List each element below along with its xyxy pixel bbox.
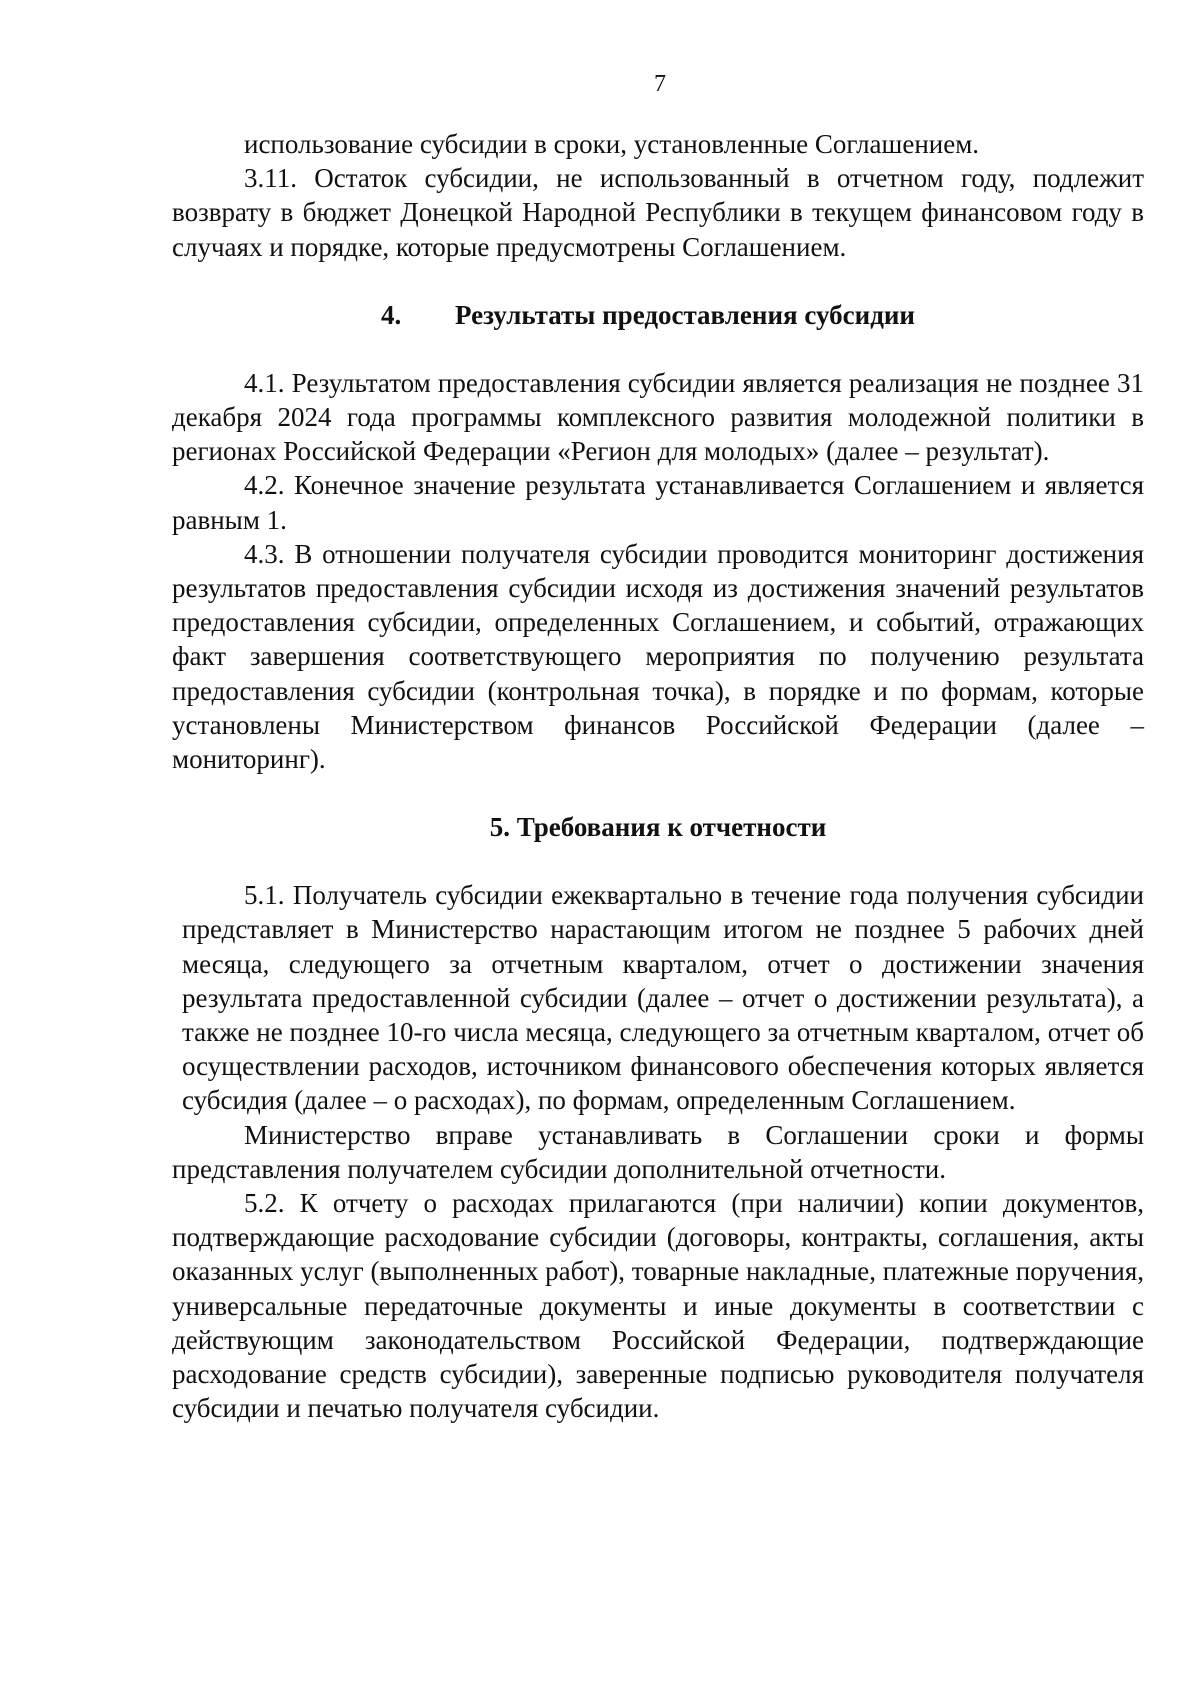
- paragraph-5-1-b: Министерство вправе устанавливать в Соглашении сроки и формы представления получателем субсидии дополнительной отчетности.: [172, 1119, 1144, 1184]
- paragraph-3-10-end: использование субсидии в сроки, установленные Соглашением.: [244, 129, 980, 159]
- page-number: 7: [654, 71, 666, 97]
- document-body: [172, 127, 1144, 1426]
- paragraph-3-11: 3.11. Остаток субсидии, не использованный в отчетном году, подлежит возврату в бюджет Донецкой Народной Республики в текущем финансовом году в случаях и порядке, которые предусмотрены Соглашением.: [172, 163, 1144, 262]
- paragraph-4-3: 4.3. В отношении получателя субсидии проводится мониторинг достижения результатов предоставления субсидии исходя из достижения значений результатов предоставления субсидии, определенных Соглашением, и событий, отражающих факт завершения соответствующего мероприятия по получению результата предоставления субсидии (контрольная точка), в порядке и по формам, которые установлены Министерством финансов Российской Федерации (далее – мониторинг).: [172, 538, 1144, 775]
- paragraph-4-2: 4.2. Конечное значение результата устанавливается Соглашением и является равным 1.: [172, 470, 1144, 535]
- section-4-number: 4.: [381, 299, 402, 330]
- section-4-heading: [172, 298, 1144, 332]
- paragraph-5-1: 5.1. Получатель субсидии ежеквартально в течение года получения субсидии представляет в Министерство нарастающим итогом не позднее 5 рабочих дней месяца, следующего за отчетным кварталом, отчет о достижении значения результата предоставленной субсидии (далее – отчет о достижении результата), а также не позднее 10-го числа месяца, следующего за отчетным кварталом, отчет об осуществлении расходов, источником финансового обеспечения которых является субсидия (далее – о расходах), по формам, определенным Соглашением.: [182, 880, 1144, 1116]
- paragraph-5-2: 5.2. К отчету о расходах прилагаются (при наличии) копии документов, подтверждающие расходование субсидии (договоры, контракты, соглашения, акты оказанных услуг (выполненных работ), товарные накладные, платежные поручения, универсальные передаточные документы и иные документы в соответствии с действующим законодательством Российской Федерации, подтверждающие расходование средств субсидии), заверенные подписью руководителя получателя субсидии и печатью получателя субсидии.: [172, 1188, 1144, 1424]
- section-4-title: Результаты предоставления субсидии: [455, 299, 915, 330]
- paragraph-4-1: 4.1. Результатом предоставления субсидии является реализация не позднее 31 декабря 2024 года программы комплексного развития молодежной политики в регионах Российской Федерации «Регион для молодых» (далее – результат).: [172, 367, 1144, 467]
- section-5-heading: 5. Требования к отчетности: [489, 812, 827, 843]
